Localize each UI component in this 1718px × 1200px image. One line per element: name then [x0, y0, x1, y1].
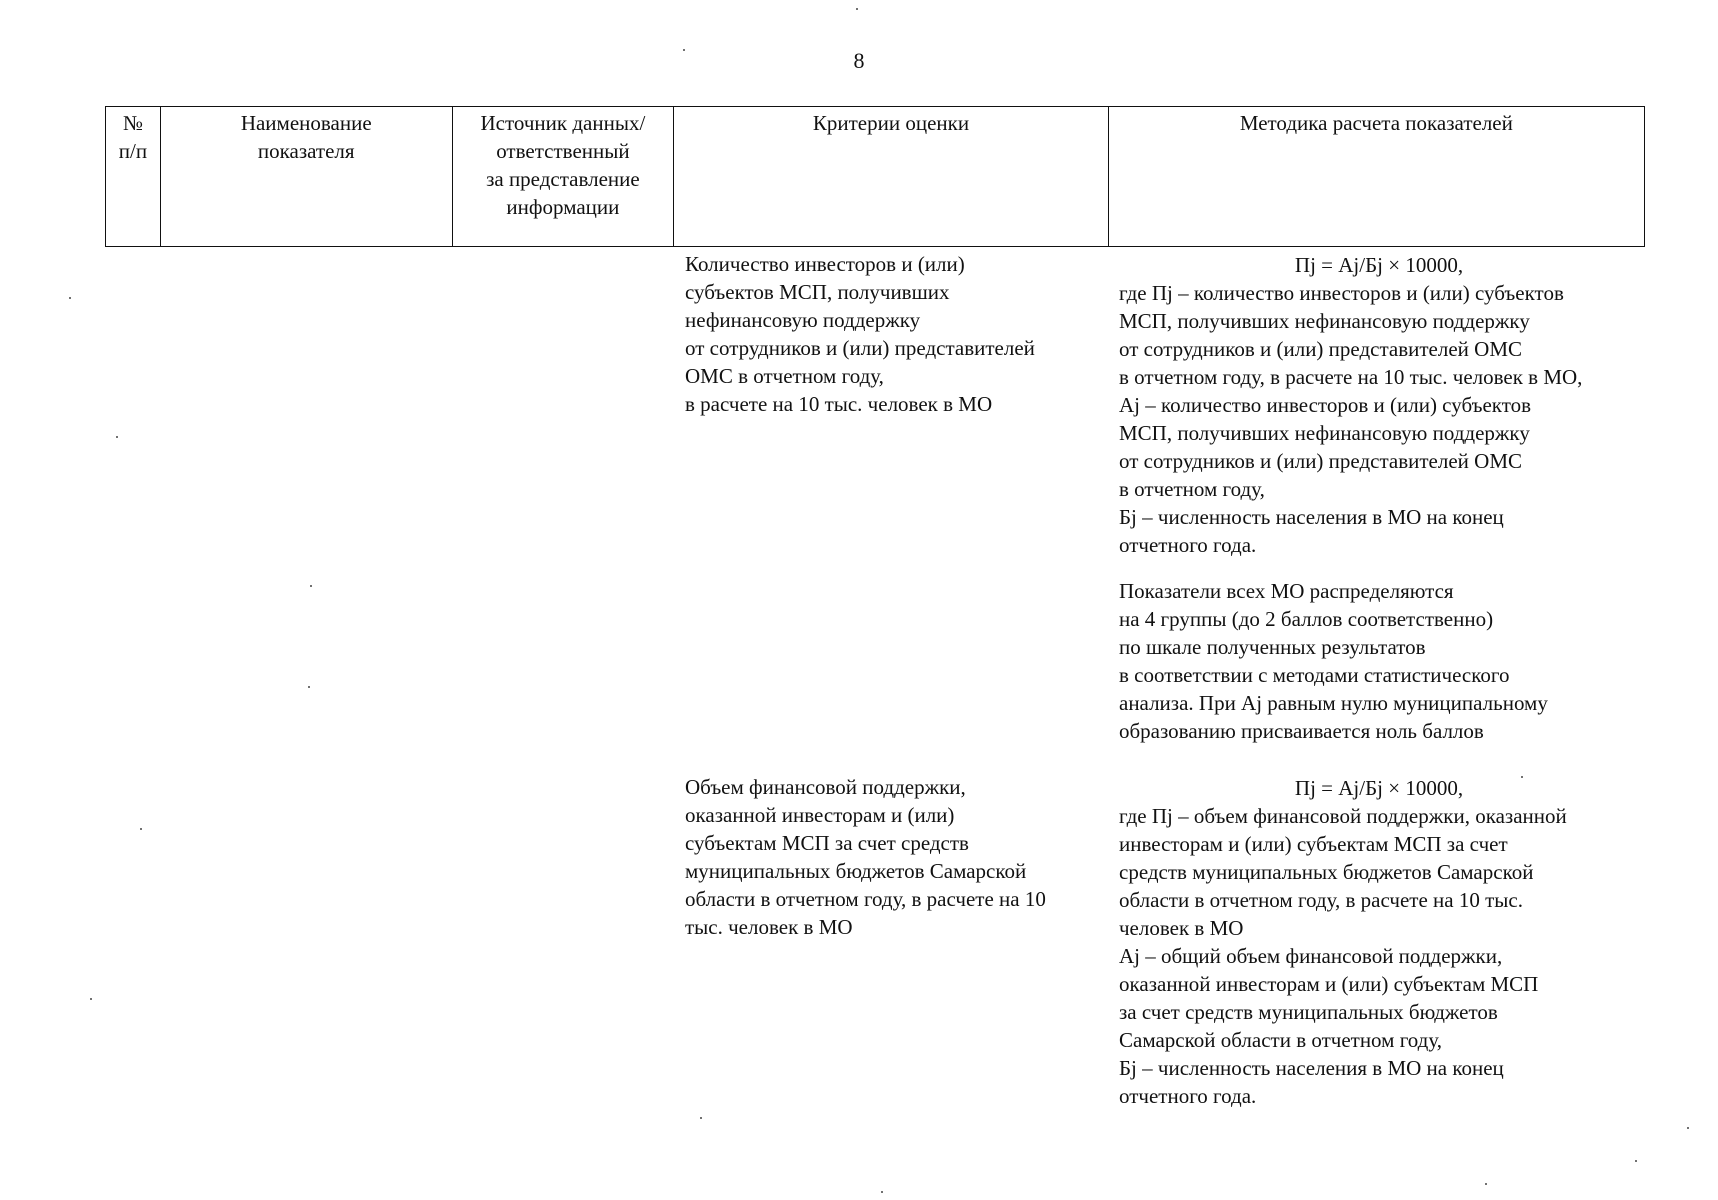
header-indicator-name: [161, 107, 453, 246]
header-indicator-name-label: Наименование показателя: [240, 111, 372, 163]
header-data-source-label: Источник данных/ ответственный за представление информации: [480, 111, 646, 219]
row2-method: где Пj – объем финансовой поддержки, оказанной инвесторам и (или) субъектам МСП за счет средств муниципальных бюджетов Самарской области в отчетном году, в расчете на 10 тыс. человек в МО Аj – общий объем финансовой поддержки, оказанной инвесторам и (или) субъектам МСП за счет средств муниципальных бюджетов Самарской области в отчетном году, Бj – численность населения в МО на конец отчетного года.: [1119, 804, 1567, 1108]
header-methodology-label: Методика расчета показателей: [1239, 111, 1513, 135]
page-number: 8: [853, 48, 865, 73]
row2-criterion: Объем финансовой поддержки, оказанной инвесторам и (или) субъектам МСП за счет средств муниципальных бюджетов Самарской области в отчетном году, в расчете на 10 тыс. человек в МО: [685, 775, 1046, 939]
scan-speck: [1485, 1183, 1487, 1185]
row1-criterion: Количество инвесторов и (или) субъектов МСП, получивших нефинансовую поддержку от сотрудников и (или) представителей ОМС в отчетном году, в расчете на 10 тыс. человек в МО: [685, 252, 1035, 416]
header-number-label: № п/п: [118, 111, 148, 163]
scan-speck: [310, 585, 312, 587]
row1-method: где Пj – количество инвесторов и (или) субъектов МСП, получивших нефинансовую поддержку от сотрудников и (или) представителей ОМС в отчетном году, в расчете на 10 тыс. человек в МО, Аj – количество инвесторов и (или) субъектов МСП, получивших нефинансовую поддержку от сотрудников и (или) представителей ОМС в отчетном году, Бj – численность населения в МО на конец отчетного года.: [1119, 281, 1583, 557]
scan-speck: [1521, 776, 1523, 778]
scan-speck: [683, 49, 685, 51]
table-header: [105, 106, 1645, 247]
scan-speck: [881, 1191, 883, 1193]
scan-speck: [856, 8, 858, 10]
scan-speck: [1635, 1160, 1637, 1162]
header-number: [106, 107, 161, 246]
scan-speck: [69, 297, 71, 299]
row1-formula: Пj = Аj/Бj × 10000,: [1294, 253, 1464, 277]
header-criteria: [674, 107, 1108, 246]
scan-speck: [1687, 1127, 1689, 1129]
scan-speck: [140, 828, 142, 830]
row2-formula: Пj = Аj/Бj × 10000,: [1294, 776, 1464, 800]
scan-speck: [116, 436, 118, 438]
scan-speck: [700, 1117, 702, 1119]
header-data-source: [453, 107, 675, 246]
header-criteria-label: Критерии оценки: [812, 111, 970, 135]
row1-note: Показатели всех МО распределяются на 4 группы (до 2 баллов соответственно) по шкале полученных результатов в соответствии с методами статистического анализа. При Аj равным нулю муниципальному образованию присваивается ноль баллов: [1119, 579, 1548, 743]
scan-speck: [308, 686, 310, 688]
header-methodology: [1109, 107, 1644, 246]
scan-speck: [90, 998, 92, 1000]
